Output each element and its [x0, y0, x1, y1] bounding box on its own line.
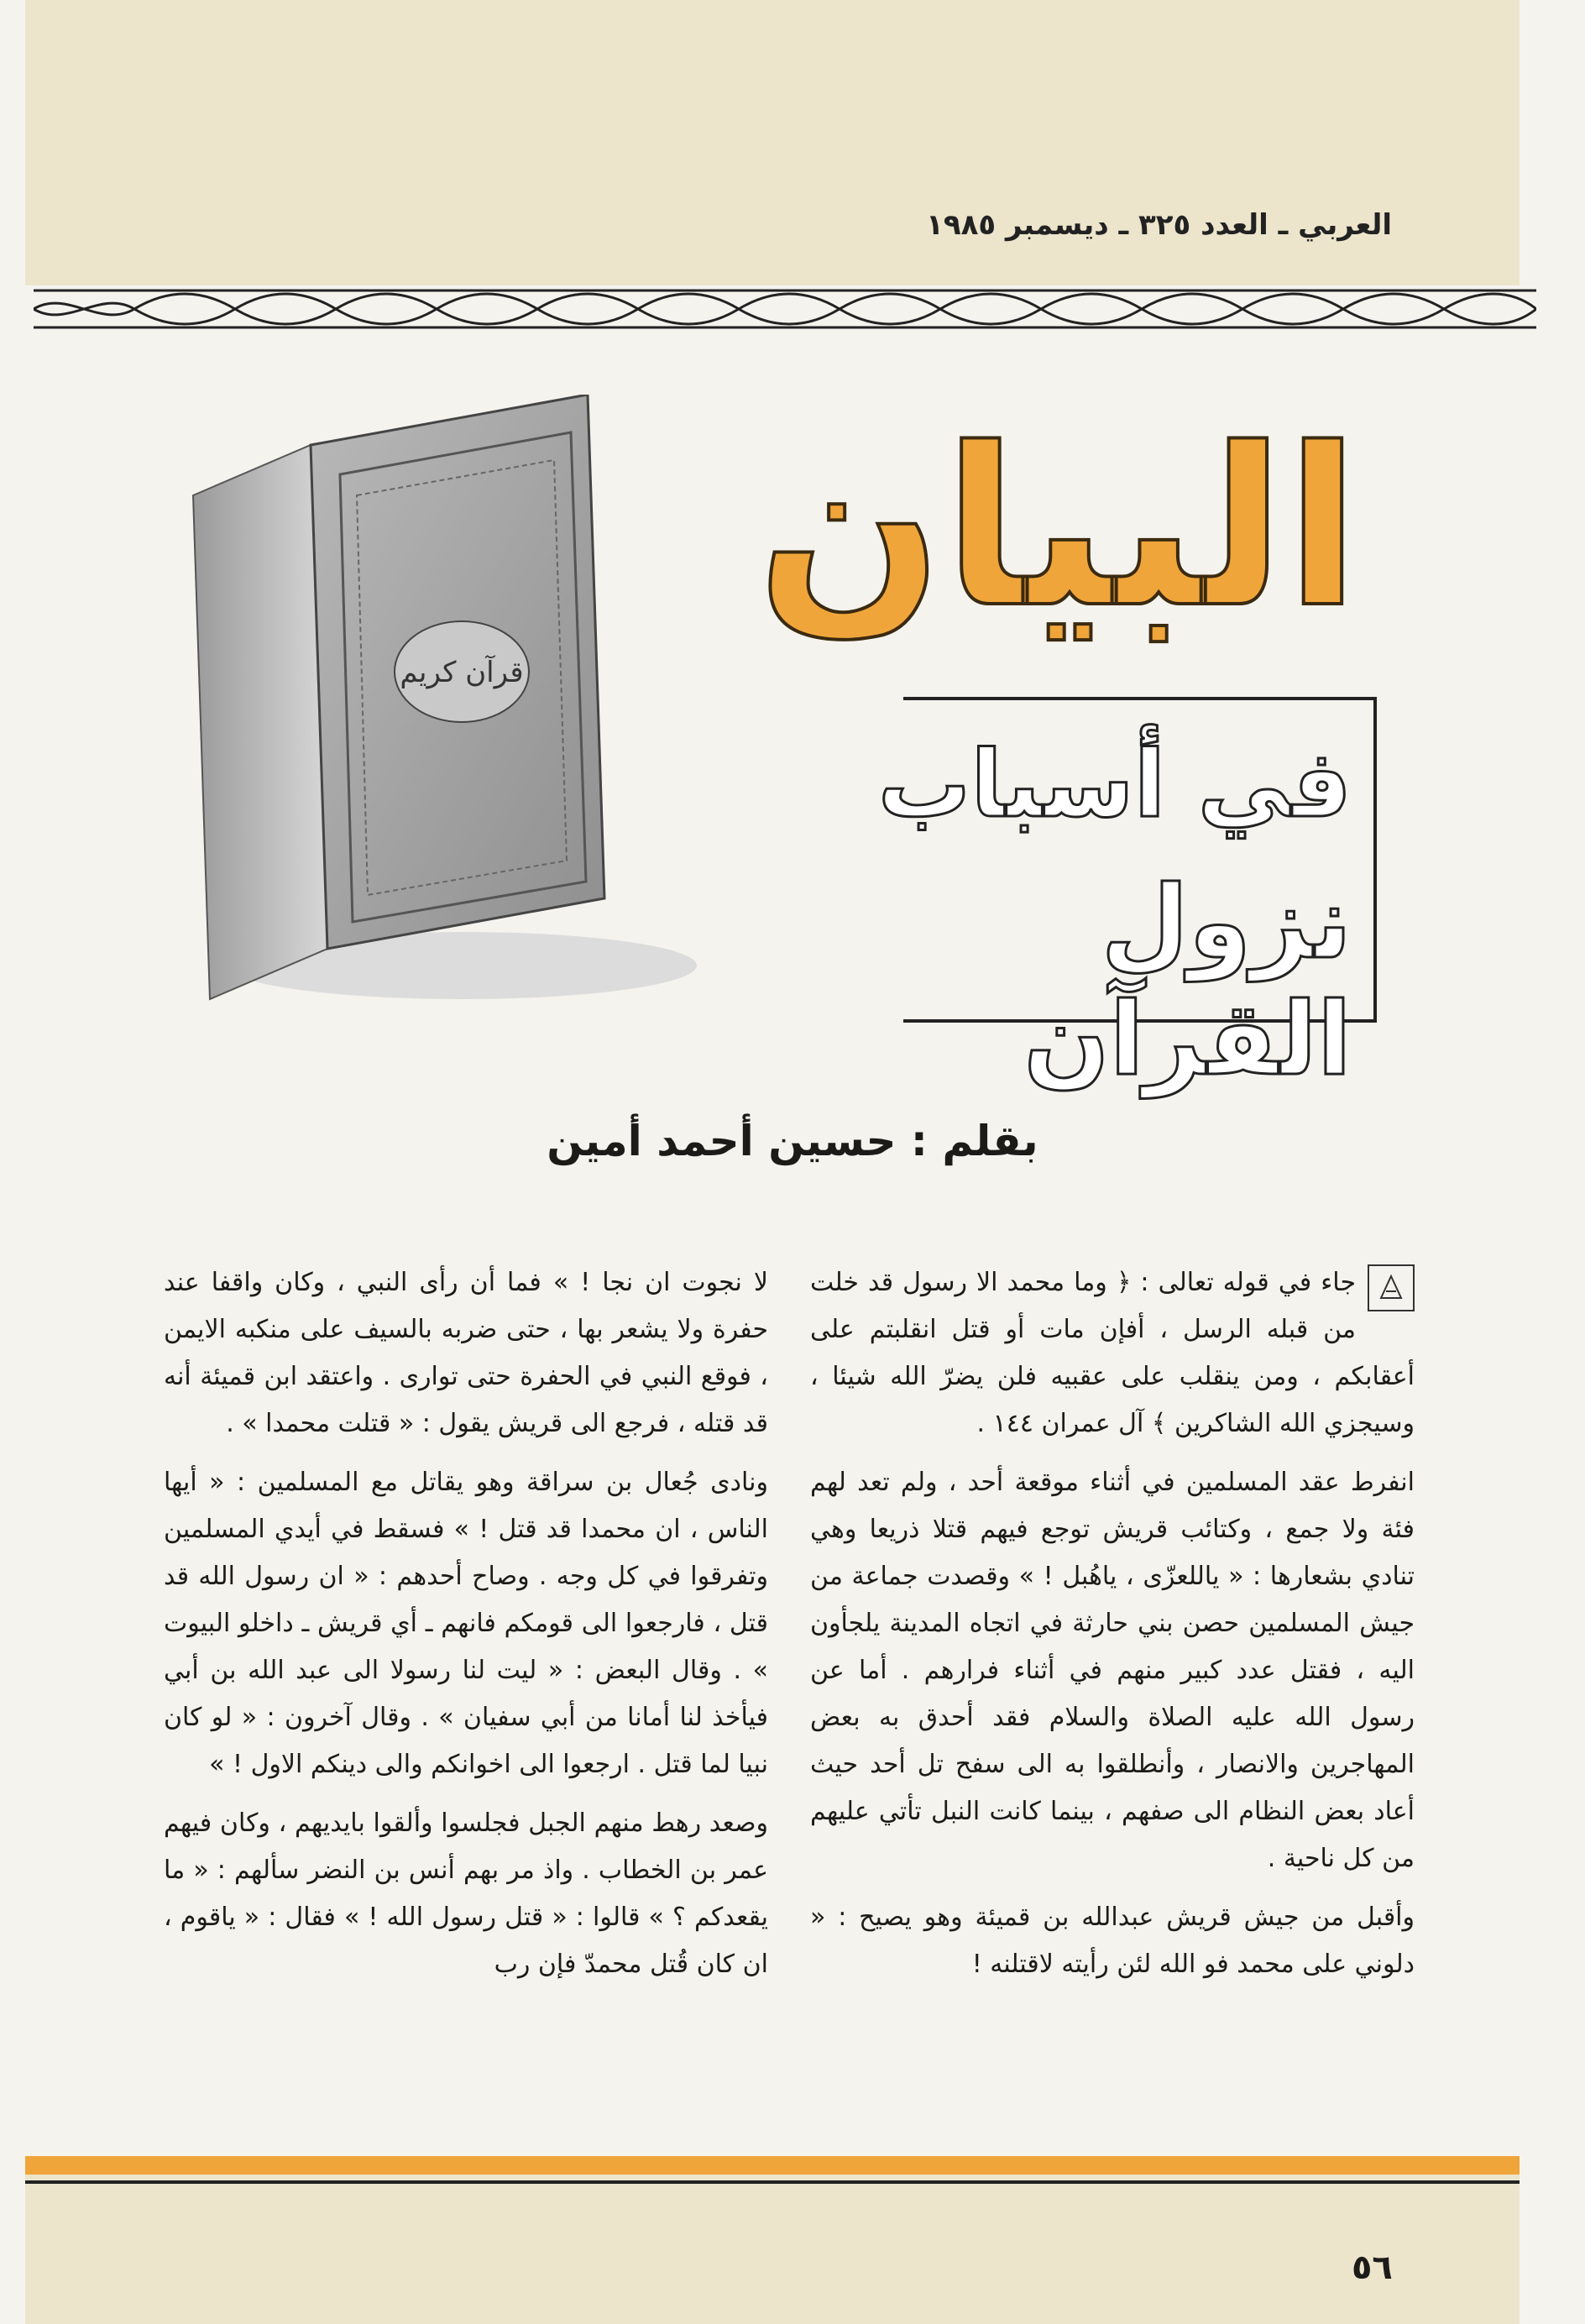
main-title: البيان [756, 402, 1360, 656]
quran-book-illustration [185, 395, 705, 1016]
page-number: ٥٦ [1352, 2248, 1393, 2287]
black-footer-rule [25, 2180, 1520, 2184]
paragraph: لا نجوت ان نجا ! » فما أن رأى النبي ، وكان واقفا عند حفرة ولا يشعر بها ، حتى ضربه بالسيف على منكبه الايمن ، فوقع النبي في الحفرة حتى توارى . واعتقد ابن قميئة أنه قد قتله ، فرجع الى قريش يقول : « قتلت محمدا » . [164, 1268, 768, 1438]
subtitle-line-2: نزول القرآن [1023, 865, 1352, 1098]
book-cover-text: قرآن كريم [400, 656, 524, 689]
paragraph: وأقبل من جيش قريش عبدالله بن قميئة وهو يصيح : « دلوني على محمد فو الله لئن رأيته لاقتلنه ! [810, 1903, 1415, 1979]
paragraph: ونادى جُعال بن سراقة وهو يقاتل مع المسلمين : « أيها الناس ، ان محمدا قد قتل ! » فسقط في أيدي المسلمين وتفرقوا في كل وجه . وصاح أحدهم : « ان رسول الله قد قتل ، فارجعوا الى قومكم فانهم ـ أي قريش ـ داخلو البيوت » . وقال البعض : « ليت لنا رسولا الى عبد الله بن أبي فيأخذ لنا أمانا من أبي سفيان » . وقال آخرون : « لو كان نبيا لما قتل . ارجعوا الى اخوانكم والى دينكم الاول ! » [164, 1468, 768, 1779]
ornamental-border [34, 285, 1536, 332]
paragraph: وصعد رهط منهم الجبل فجلسوا وألقوا بايديهم ، وكان فيهم عمر بن الخطاب . واذ مر بهم أنس بن النضر سألهم : « ما يقعدكم ؟ » قالوا : « قتل رسول الله ! » فقال : « ياقوم ، ان كان قُتل محمدّ فإن رب [164, 1808, 768, 1979]
article-column-right [810, 1259, 1415, 2099]
orange-footer-rule [25, 2156, 1520, 2175]
subtitle-line-1: في أسباب [877, 730, 1352, 838]
paragraph: جاء في قوله تعالى : ﴿ وما محمد الا رسول قد خلت من قبله الرسل ، أفإن مات أو قتل انقلبتم على أعقابكم ، ومن ينقلب على عقبيه فلن يضرّ الله شيئا ، وسيجزي الله الشاكرين ﴾ آل عمران ١٤٤ . [810, 1268, 1415, 1438]
article-column-left [164, 1259, 768, 2099]
top-band [25, 0, 1520, 285]
decorative-initial-icon [1368, 1264, 1415, 1311]
title-block [756, 395, 1410, 1098]
issue-line: العربي ـ العدد ٣٢٥ ـ ديسمبر ١٩٨٥ [926, 208, 1392, 242]
author-byline: بقلم : حسين أحمد أمين [547, 1117, 1038, 1165]
paragraph: انفرط عقد المسلمين في أثناء موقعة أحد ، ولم تعد لهم فئة ولا جمع ، وكتائب قريش توجع فيهم قتلا ذريعا وهي تنادي بشعارها : « ياللعزّى ، ياهُبل ! » وقصدت جماعة من جيش المسلمين حصن بني حارثة في اتجاه المدينة يلجأون اليه ، فقتل عدد كبير منهم في أثناء فرارهم . أما عن رسول الله عليه الصلاة والسلام فقد أحدق به بعض المهاجرين والانصار ، وأنطلقوا به الى سفح تل أحد حيث أعاد بعض النظام الى صفهم ، بينما كانت النبل تأتي عليهم من كل ناحية . [810, 1468, 1415, 1873]
